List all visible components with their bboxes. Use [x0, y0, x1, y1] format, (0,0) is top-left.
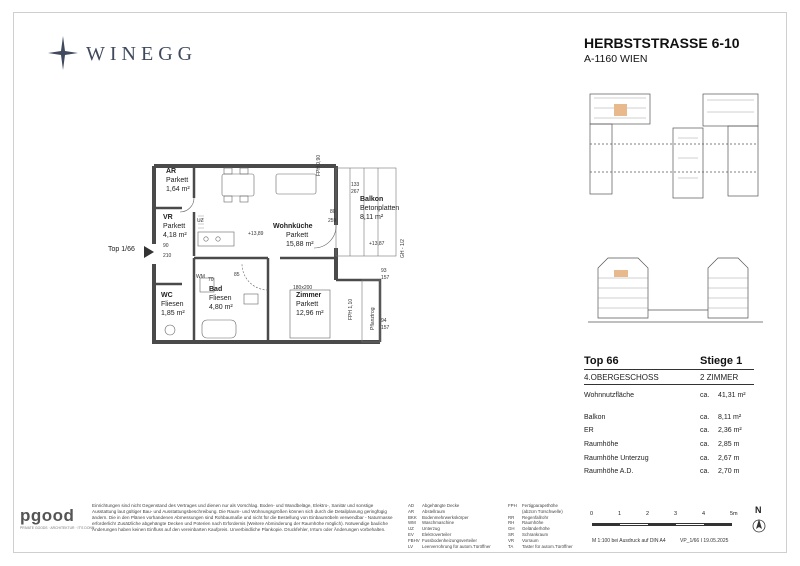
legend-abbr: GH	[508, 526, 515, 532]
room-bad-name: Bad	[209, 286, 223, 293]
area-row-value: 41,31 m²	[718, 392, 746, 399]
legend-text: Unterzug	[422, 526, 440, 532]
section-thumbnail	[578, 248, 768, 328]
info-rule-top	[584, 369, 754, 370]
street-title: HERBSTSTRASSE 6-10	[584, 35, 740, 51]
legend-text: Raumhöhe	[522, 520, 544, 526]
logo	[48, 36, 198, 72]
site-plan-thumbnail	[578, 88, 768, 208]
legend-abbreviations-b	[508, 503, 592, 549]
area-row-prefix: ca.	[700, 468, 710, 475]
room-balkon-area: 8,11 m²	[360, 214, 384, 221]
area-row-label: ER	[584, 427, 594, 434]
legend-abbr: WM	[408, 520, 416, 526]
area-row-value: 2,67 m	[718, 455, 740, 462]
room-kitchen-name: Wohnküche	[273, 223, 313, 230]
room-bad-area: 4,80 m²	[209, 304, 233, 311]
dim-93a: 93	[381, 268, 387, 274]
legend-text: (ab2cm Türschwelle)	[522, 508, 563, 514]
area-row-label: Wohnnutzfläche	[584, 392, 635, 399]
north-arrow-icon	[752, 517, 766, 535]
area-row-label: Raumhöhe Unterzug	[584, 455, 649, 462]
room-ar-floor: Parkett	[166, 177, 189, 184]
area-row-prefix: ca.	[700, 441, 710, 448]
scale-tick-label: 2	[646, 511, 650, 517]
legend-text: Fertigparapethöhe	[522, 503, 558, 508]
plan-reference: VP_1/66 I 19.05.2025	[680, 538, 729, 544]
legend-item	[508, 544, 592, 550]
scale-bar	[592, 511, 742, 533]
scale-tick-label: 1	[618, 511, 622, 517]
legend-abbr: BKK	[408, 514, 417, 520]
bed-size: 180x200	[293, 285, 313, 291]
wm-label: WM	[196, 274, 205, 280]
room-vr-area: 4,18 m²	[163, 232, 187, 239]
fph-110: FPH 1,10	[348, 298, 354, 320]
dim-133: 133	[351, 182, 360, 188]
area-row-prefix: ca.	[700, 392, 710, 399]
compass-star-icon	[48, 36, 78, 70]
legend-text: Bodenmehrwerkskörper	[422, 514, 469, 520]
dim-157b: 157	[381, 325, 390, 331]
room-kitchen-floor: Parkett	[286, 232, 309, 239]
legend-text: Regenfallrohr	[522, 514, 549, 520]
logo-text: WINEGG	[86, 43, 198, 65]
room-ar-area: 1,64 m²	[166, 186, 190, 193]
level-balkon: +13,87	[369, 241, 385, 247]
area-row-prefix: ca.	[700, 455, 710, 462]
area-row-prefix: ca.	[700, 427, 710, 434]
scale-tick-label: 4	[702, 511, 706, 517]
dim-85: 85	[234, 272, 240, 278]
north-label: N	[755, 505, 762, 515]
unit-floor: 4.OBERGESCHOSS	[584, 373, 659, 382]
level-kitchen: +13,89	[248, 231, 264, 237]
room-wc-name: WC	[161, 292, 173, 299]
legend-abbr: RH	[508, 520, 515, 526]
legend-abbr: TA	[508, 543, 514, 549]
fph-090: FPH 0,90	[316, 154, 322, 176]
legend-text: Fussbodenheizungsverteiler	[422, 537, 477, 543]
brand-name: pgood	[20, 506, 75, 525]
legend-abbreviations-a	[408, 503, 504, 549]
room-balkon-floor: Betonplatten	[360, 205, 400, 212]
legend-text: Geländerhöhe	[522, 526, 550, 532]
legend-text: Elektroverteiler	[422, 531, 452, 537]
room-wc-floor: Fliesen	[161, 301, 184, 308]
legend-abbr: SR	[508, 531, 515, 537]
legend-text: Waschmaschine	[422, 520, 455, 526]
room-zimmer-name: Zimmer	[296, 292, 322, 299]
legend-abbr: AD	[408, 503, 415, 508]
disclaimer: Einrichtungen sind nicht Gegenstand des Vertrages und dienen nur als Vorschlag. Boden- und Wandbeläge, Elektro-, Sanitär und sonstige Ausstattung laut gültiger Bau- und Ausstattungsbeschreibung. Die Raum- und Wohnungsgrößen können sich durch die Detailplanung geringfügig ändern. Die in den Plänen vorhandenen Abmessungen sind Rohbaumaße und nicht für die Bestellung von Einbaumöbeln verwendbar - Naturmasse erforderlich! Zusätzliche abgehängte Decken und Poterien nach Erfordernis (Weitere Abminderung der Raumhöhe möglich). Notwendige bauliche Änderungen haben keinen Einfluss auf den vereinbarten Kaufpreis. Unverbindliche Plankopie. Druckfehler, Irrtum oder Änderungen vorbehalten.	[92, 503, 393, 532]
legend-abbr: VR	[508, 537, 515, 543]
dim-80: 80	[330, 209, 336, 215]
dim-210: 210	[163, 253, 172, 259]
scale-tick-label: 0	[590, 511, 594, 517]
unit-top: Top 66	[584, 355, 619, 367]
legend-text: Schrankraum	[522, 531, 549, 537]
room-bad-floor: Fliesen	[209, 295, 232, 302]
legend-abbr: FPH	[508, 503, 517, 508]
room-zimmer-floor: Parkett	[296, 301, 319, 308]
area-row-label: Raumhöhe A.D.	[584, 468, 634, 475]
room-zimmer-area: 12,96 m²	[296, 310, 324, 317]
legend-text: Vorraum	[522, 537, 539, 543]
legend-abbr: RR	[508, 514, 515, 520]
legend-abbr: EV	[408, 531, 414, 537]
legend-abbr: LV	[408, 543, 414, 549]
scale-tick-label: 3	[674, 511, 678, 517]
print-note: M 1:100 bei Ausdruck auf DIN A4	[592, 538, 666, 544]
room-wc-area: 1,85 m²	[161, 310, 185, 317]
room-kitchen-area: 15,88 m²	[286, 241, 314, 248]
area-row-value: 2,85 m	[718, 441, 740, 448]
uz-label: UZ	[197, 218, 204, 224]
dim-94: 94	[381, 318, 387, 324]
dim-70: 70	[208, 277, 214, 283]
unit-rooms: 2 ZIMMER	[700, 373, 739, 382]
dim-157a: 157	[381, 275, 390, 281]
city-subtitle: A-1160 WIEN	[584, 53, 648, 65]
legend-text: Taster für autom.Türöffner	[522, 543, 573, 549]
unit-stiege: Stiege 1	[700, 355, 743, 367]
room-ar-name: AR	[166, 168, 177, 175]
entry-label: Top 1/66	[108, 246, 135, 253]
pflanztrog-label: Pflanztrog	[370, 307, 376, 330]
legend-abbr: AR	[408, 508, 415, 514]
dim-259: 259	[328, 218, 337, 224]
area-row-value: 8,11 m²	[718, 414, 742, 421]
legend-text: Abstellraum	[422, 508, 446, 514]
dim-267: 267	[351, 189, 360, 195]
legend-text: Leerverrohrung für autom.Türöffner	[422, 543, 491, 549]
area-row-label: Balkon	[584, 414, 606, 421]
scale-tick-label: 5m	[730, 511, 738, 517]
area-row-value: 2,70 m	[718, 468, 740, 475]
brand-sub: PRIVATE GOODS · ARCHITEKTUR · IT'S DONE	[20, 526, 95, 530]
dim-90: 90	[163, 243, 169, 249]
area-row-label: Raumhöhe	[584, 441, 619, 448]
room-vr-floor: Parkett	[163, 223, 186, 230]
room-balkon-name: Balkon	[360, 196, 384, 203]
legend-abbr: UZ	[408, 526, 414, 532]
info-rule-bottom	[584, 384, 754, 385]
legend-abbr: FBHV	[408, 537, 420, 543]
area-row-prefix: ca.	[700, 414, 710, 421]
gh-label: GH - 1/2	[400, 239, 406, 258]
room-vr-name: VR	[163, 214, 173, 221]
footer-brand	[20, 506, 100, 530]
legend-item	[408, 544, 504, 550]
area-row-value: 2,36 m²	[718, 427, 742, 434]
legend-text: Abgehängte Decke	[422, 503, 460, 508]
